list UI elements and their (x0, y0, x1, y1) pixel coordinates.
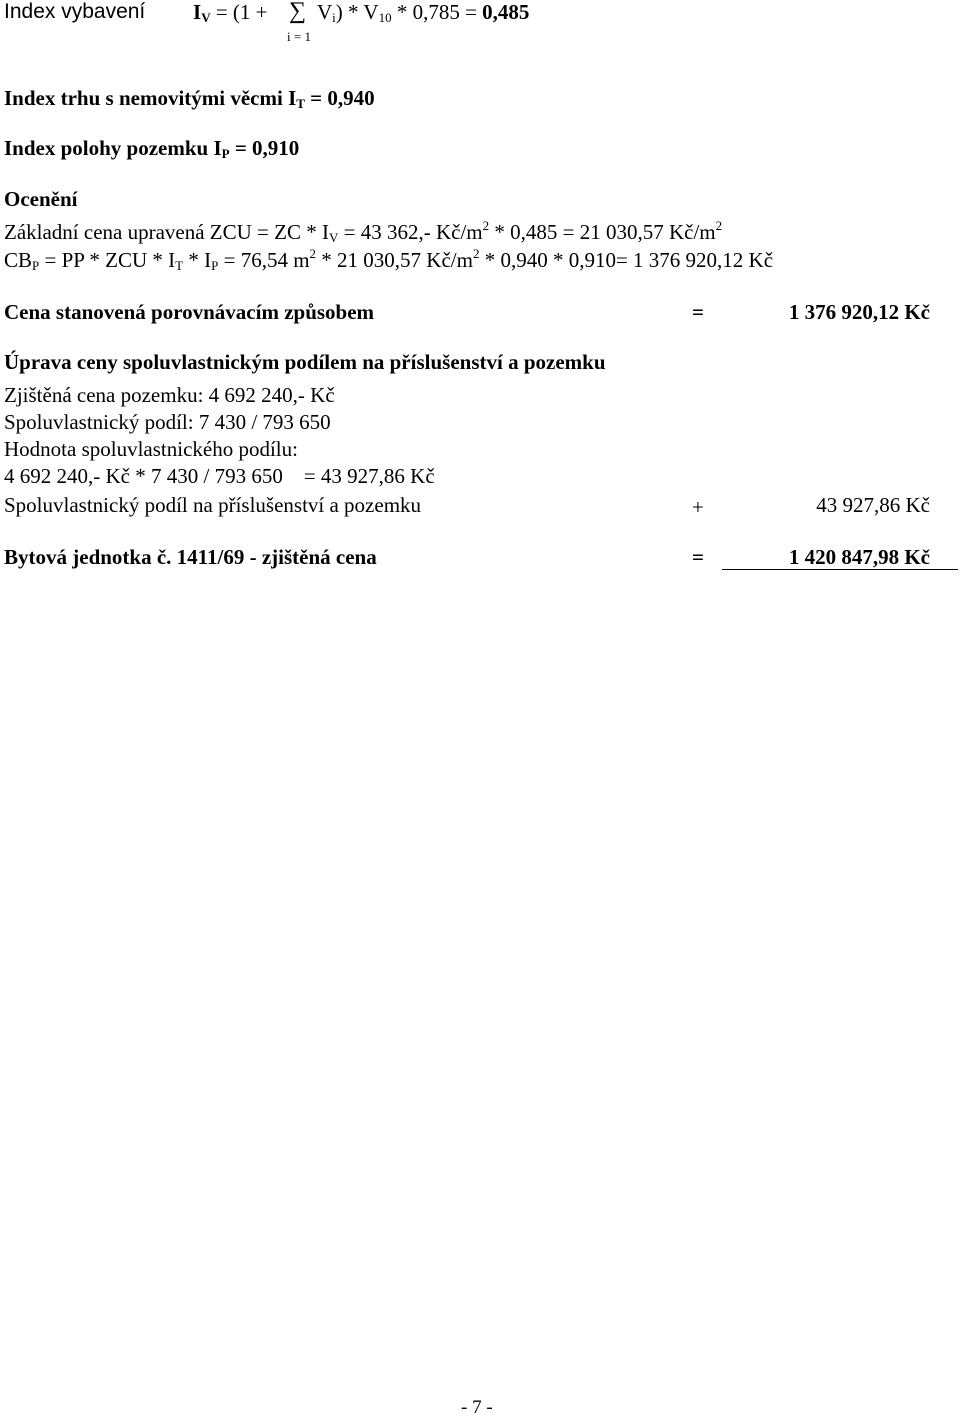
bytova-jednotka-op: = (692, 545, 704, 569)
spoluvlastnicky-podil-op: + (692, 495, 704, 519)
cbp-line: $CB_P$ = PP * ZCU * $I_T * I_P = 76,54$ $m^2 * 21$ 030,57 $Kč/m^2 * 0,940 * 0,910= 1$ 376 920,12 Kč (4, 246, 774, 273)
cena-stanovena-op: = (692, 300, 704, 324)
index-polohy-line: Index polohy pozemku $I_P = 0,910$ (4, 136, 300, 161)
bytova-jednotka-value: 1 420 847,98 Kč (788, 545, 930, 569)
page-number: - 7 - (461, 1397, 493, 1418)
sigma-symbol: ∑ (289, 0, 307, 24)
spoluvlastnicky-podil-label: Spoluvlastnický podíl na příslušenství a pozemku (4, 493, 422, 517)
oceneni-heading: Ocenění (4, 187, 78, 211)
cena-stanovena-label: Cena stanovená porovnávacím způsobem (4, 300, 375, 324)
uprava-line-hodnota: Hodnota spoluvlastnického podílu: (4, 437, 298, 461)
index-vybaveni-formula-end: $V_i) * V_{10} * 0,785 = 0,485$ (317, 0, 530, 25)
uprava-line-podil: Spoluvlastnický podíl: 7 430 / 793 650 (4, 410, 331, 434)
index-trhu-line: Index trhu s nemovitými věcmi $I_T = 0,940$ (4, 86, 375, 111)
zcu-line: Základní cena upravená ZCU = ZC * $I_V = 43$ 362,- $Kč/m^2 * 0,485 = 21$ 030,57 $Kč/m^2$ (4, 218, 723, 245)
cena-stanovena-value: 1 376 920,12 Kč (788, 300, 930, 324)
uprava-line-vypocet: 4 692 240,- Kč * 7 430 / 793 650 = 43 927,86 Kč (4, 464, 435, 488)
spoluvlastnicky-podil-value: 43 927,86 Kč (816, 493, 930, 517)
bytova-jednotka-label: Bytová jednotka č. 1411/69 - zjištěná cena (4, 545, 377, 569)
total-underline (722, 569, 958, 570)
index-vybaveni-result: 0,485 (482, 0, 530, 24)
uprava-heading: Úprava ceny spoluvlastnickým podílem na příslušenství a pozemku (4, 350, 606, 374)
index-vybaveni-formula-start: $I_V = (1$ + (193, 0, 268, 25)
uprava-line-pozemek: Zjištěná cena pozemku: 4 692 240,- Kč (4, 383, 335, 407)
sigma-subscript: i = 1 (287, 29, 311, 44)
index-vybaveni-label: Index vybavení (4, 0, 146, 23)
